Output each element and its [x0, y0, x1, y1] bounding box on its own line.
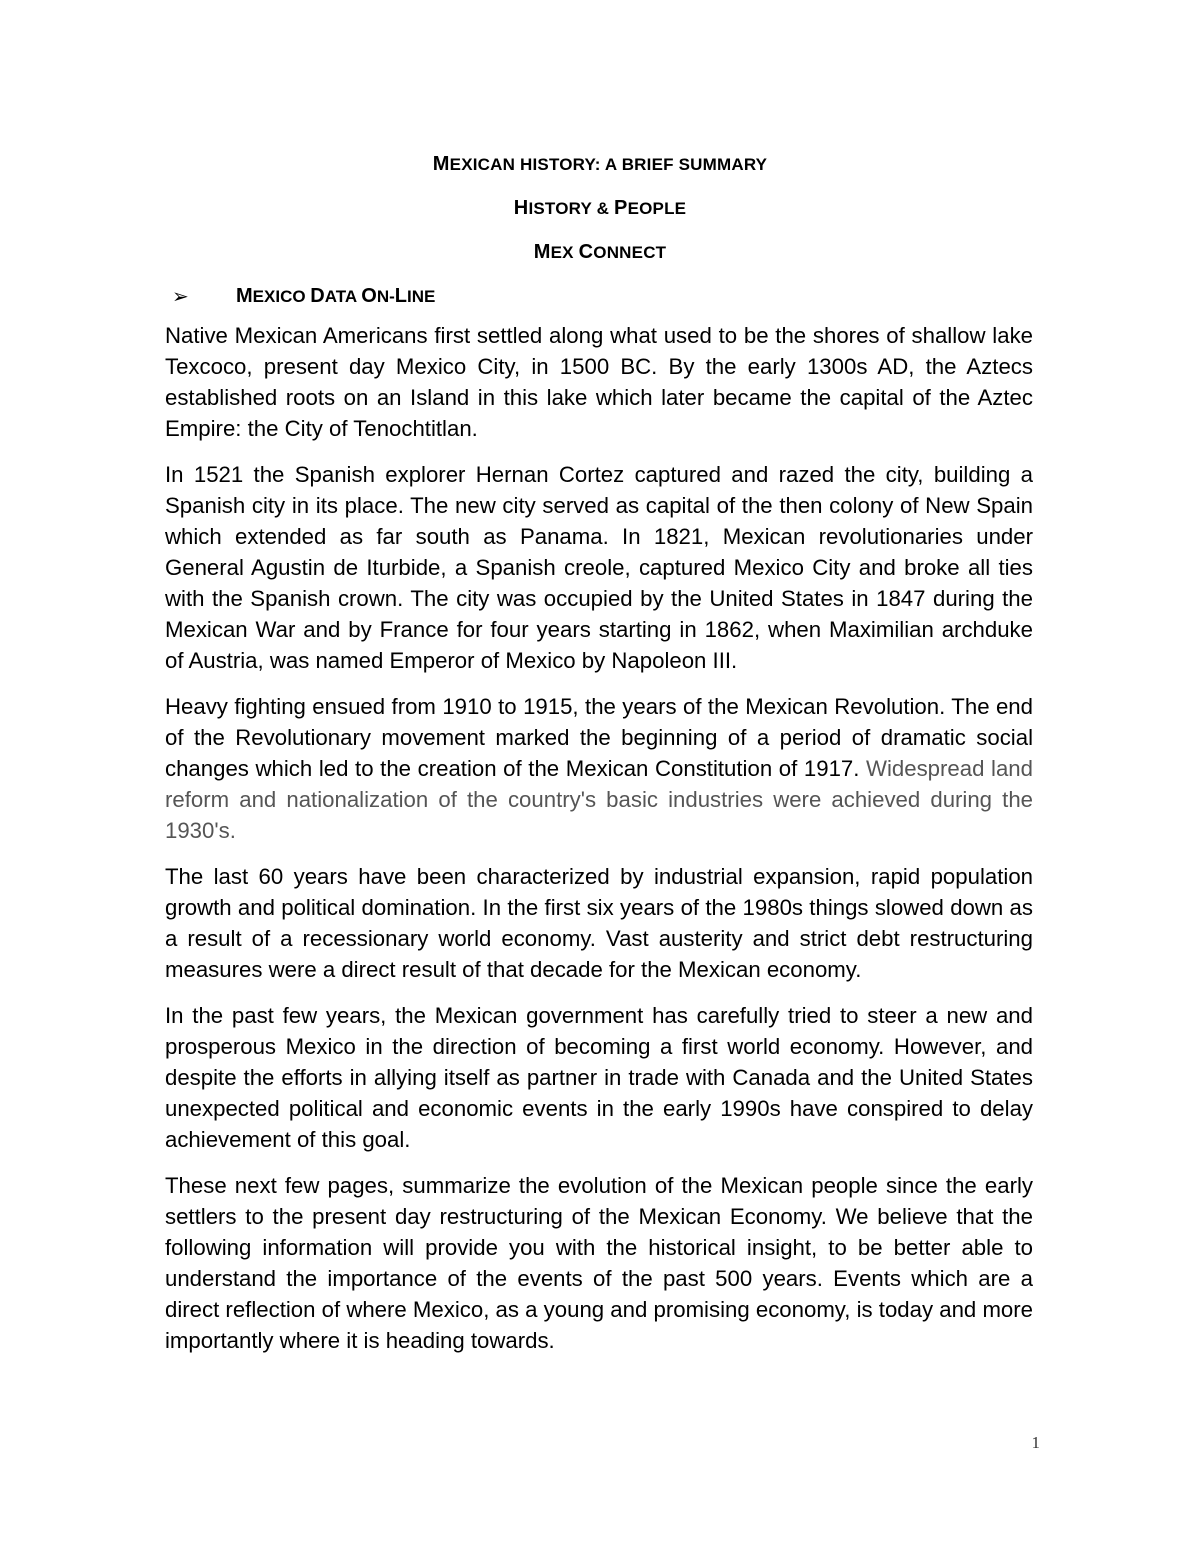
paragraph-2: In 1521 the Spanish explorer Hernan Cortez captured and razed the city, building a Spanish city in its place. The new city served as capital of the then colony of New Spain which extended as far south as Panama. In 1821, Mexican revolutionaries under General Agustin de Iturbide, a Spanish creole, captured Mexico City and broke all ties with the Spanish crown. The city was occupied by the United States in 1847 during the Mexican War and by France for four years starting in 1862, when Maximilian archduke of Austria, was named Emperor of Mexico by Napoleon III. — [165, 462, 1033, 673]
paragraph-3-gray: Widespread land reform and nationalization of the country's basic industries were achieved during the 1930's. — [165, 756, 1033, 843]
source-initial: M — [533, 241, 551, 263]
paragraph-3 — [165, 691, 1033, 846]
paragraph-3-main: Heavy fighting ensued from 1910 to 1915, the years of the Mexican Revolution. The end of the Revolutionary movement marked the beginning of a period of dramatic social changes which led to the creation of the Mexican Constitution of 1917. — [165, 694, 1033, 781]
source-rest: EX — [550, 243, 579, 262]
page-number: 1 — [1031, 1433, 1040, 1452]
body-text — [165, 320, 1033, 1371]
paragraph-4: The last 60 years have been characterized by industrial expansion, rapid population growth and political domination. In the first six years of the 1980s things slowed down as a result of a recessionary world economy. Vast austerity and strict debt restructuring measures were a direct result of that decade for the Mexican economy. — [165, 864, 1033, 982]
paragraph-5: In the past few years, the Mexican government has carefully tried to steer a new and prosperous Mexico in the direction of becoming a first world economy. However, and despite the efforts in allying itself as partner in trade with Canada and the United States unexpected political and economic events in the early 1990s have conspired to delay achievement of this goal. — [165, 1003, 1033, 1152]
section-heading — [236, 285, 435, 308]
heading-initial-2: D — [310, 285, 325, 307]
heading-rest-2: ATA — [324, 287, 362, 306]
heading-rest-1: EXICO — [252, 287, 311, 306]
subtitle-initial: H — [513, 197, 529, 219]
heading-rest-3: N- — [376, 287, 395, 306]
subtitle-rest-2: EOPLE — [627, 199, 687, 218]
heading-initial-3: O — [361, 285, 377, 307]
document-source — [0, 241, 1200, 264]
subtitle-rest: ISTORY & — [528, 199, 615, 218]
paragraph-1: Native Mexican Americans first settled along what used to be the shores of shallow lake Texcoco, present day Mexico City, in 1500 BC. By the early 1300s AD, the Aztecs established roots on an Island in this lake which later became the capital of the Aztec Empire: the City of Tenochtitlan. — [165, 323, 1033, 441]
section-bullet — [172, 284, 435, 309]
arrowhead-bullet-icon: ➢ — [172, 286, 189, 308]
document-subtitle — [0, 197, 1200, 220]
source-initial-2: C — [578, 241, 594, 263]
subtitle-initial-2: P — [614, 197, 628, 219]
heading-rest-4: INE — [407, 287, 436, 306]
document-title — [0, 153, 1200, 176]
source-rest-2: ONNECT — [593, 243, 667, 262]
paragraph-6: These next few pages, summarize the evolution of the Mexican people since the early settlers to the present day restructuring of the Mexican Economy. We believe that the following information will provide you with the historical insight, to be better able to understand the importance of the events of the past 500 years. Events which are a direct reflection of where Mexico, as a young and promising economy, is today and more importantly where it is heading towards. — [165, 1173, 1033, 1353]
title-rest: EXICAN HISTORY: A BRIEF SUMMARY — [449, 155, 768, 174]
heading-initial-4: L — [394, 285, 407, 307]
heading-initial-1: M — [236, 285, 253, 307]
title-initial: M — [432, 153, 450, 175]
